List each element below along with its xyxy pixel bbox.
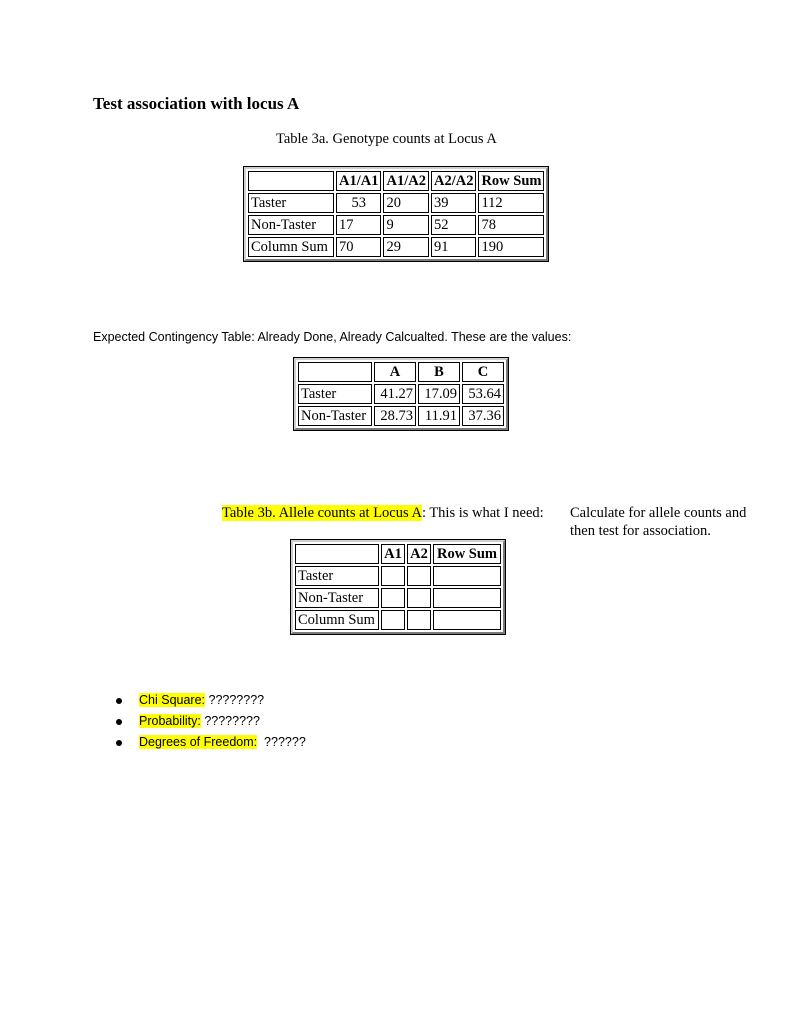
- table-cell: 53: [336, 193, 381, 213]
- empty-cell: [381, 588, 405, 608]
- header-cell: B: [418, 362, 460, 382]
- header-cell: Row Sum: [433, 544, 501, 564]
- header-cell: [248, 171, 334, 191]
- table-cell: 190: [478, 237, 544, 257]
- list-item-value: ????????: [205, 693, 265, 707]
- table-row: [298, 384, 504, 404]
- table-cell: 17.09: [418, 384, 460, 404]
- table-cell: 91: [431, 237, 476, 257]
- table-cell: 52: [431, 215, 476, 235]
- table-cell: 9: [383, 215, 428, 235]
- table-cell: 41.27: [374, 384, 416, 404]
- empty-cell: [433, 566, 501, 586]
- empty-cell: [433, 610, 501, 630]
- empty-cell: [407, 566, 431, 586]
- header-cell: Row Sum: [478, 171, 544, 191]
- row-label: Column Sum: [295, 610, 379, 630]
- page-heading: Test association with locus A: [93, 94, 300, 113]
- header-cell: A2/A2: [431, 171, 476, 191]
- table-header-row: [248, 171, 544, 191]
- header-cell: [295, 544, 379, 564]
- list-item-label: Chi Square:: [139, 693, 206, 707]
- task-note-line-2: then test for association.: [570, 523, 711, 539]
- table-cell: 37.36: [462, 406, 504, 426]
- empty-cell: [381, 566, 405, 586]
- table-cell: 70: [336, 237, 381, 257]
- row-label: Column Sum: [248, 237, 334, 257]
- empty-cell: [381, 610, 405, 630]
- table-header-row: [295, 544, 501, 564]
- empty-cell: [407, 610, 431, 630]
- bullet-icon: [116, 719, 122, 725]
- list-item-chi-square: [113, 690, 306, 711]
- allele-counts-table: [291, 540, 505, 634]
- header-cell: C: [462, 362, 504, 382]
- row-label: Non-Taster: [295, 588, 379, 608]
- table-row: [295, 588, 501, 608]
- table-cell: 11.91: [418, 406, 460, 426]
- table-row: [295, 566, 501, 586]
- table-3b-caption-highlight: Table 3b. Allele counts at Locus A: [222, 505, 422, 521]
- header-cell: A1: [381, 544, 405, 564]
- bullet-icon: [116, 740, 122, 746]
- table-row: [248, 215, 544, 235]
- row-label: Taster: [298, 384, 372, 404]
- table-cell: 17: [336, 215, 381, 235]
- table-3b-caption-rest: : This is what I need:: [421, 505, 544, 521]
- table-row: [248, 237, 544, 257]
- table-cell: 78: [478, 215, 544, 235]
- row-label: Non-Taster: [248, 215, 334, 235]
- header-cell: [298, 362, 372, 382]
- table-header-row: [298, 362, 504, 382]
- empty-cell: [407, 588, 431, 608]
- bullet-icon: [116, 698, 122, 704]
- header-cell: A2: [407, 544, 431, 564]
- expected-table-caption: Expected Contingency Table: Already Done, Already Calcualted. These are the values:: [93, 330, 572, 344]
- list-item-degrees-of-freedom: [113, 732, 306, 753]
- table-row: [298, 406, 504, 426]
- row-label: Non-Taster: [298, 406, 372, 426]
- list-item-value: ??????: [257, 735, 306, 749]
- header-cell: A1/A1: [336, 171, 381, 191]
- header-cell: A: [374, 362, 416, 382]
- table-cell: 39: [431, 193, 476, 213]
- results-list: [113, 690, 306, 753]
- row-label: Taster: [248, 193, 334, 213]
- list-item-label: Probability:: [139, 714, 201, 728]
- expected-contingency-table: [294, 358, 508, 430]
- table-3b-caption: [222, 505, 544, 522]
- table-row: [295, 610, 501, 630]
- table-cell: 53.64: [462, 384, 504, 404]
- row-label: Taster: [295, 566, 379, 586]
- empty-cell: [433, 588, 501, 608]
- table-cell: 20: [383, 193, 428, 213]
- header-cell: A1/A2: [383, 171, 428, 191]
- list-item-label: Degrees of Freedom:: [139, 735, 258, 749]
- table-row: [248, 193, 544, 213]
- table-cell: 28.73: [374, 406, 416, 426]
- list-item-probability: [113, 711, 306, 732]
- list-item-value: ????????: [200, 714, 260, 728]
- table-cell: 112: [478, 193, 544, 213]
- task-note-line-1: Calculate for allele counts and: [570, 505, 747, 521]
- table-3a-caption: Table 3a. Genotype counts at Locus A: [276, 131, 497, 147]
- genotype-counts-table: [244, 167, 548, 261]
- table-cell: 29: [383, 237, 428, 257]
